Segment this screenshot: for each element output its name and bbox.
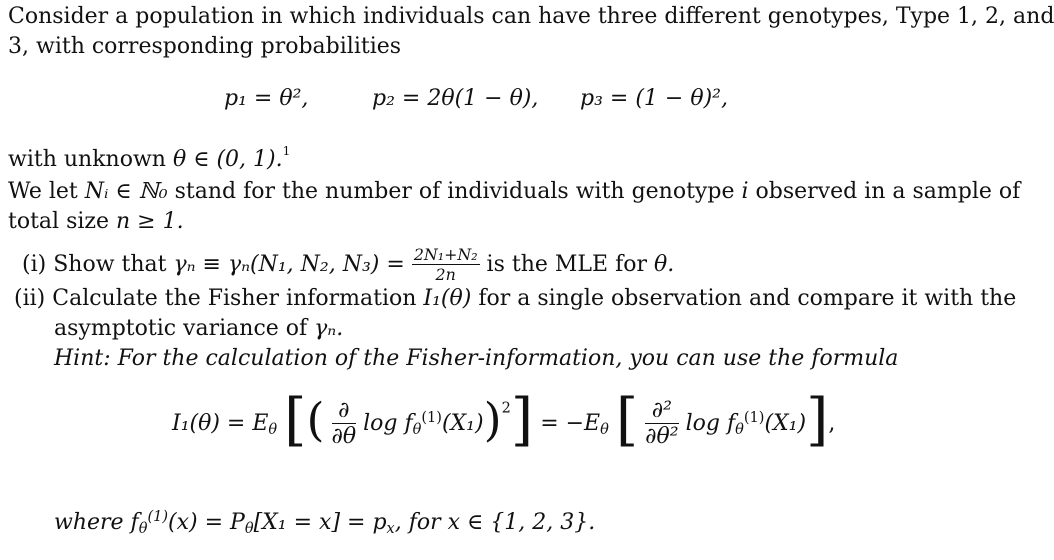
def-math-i: i bbox=[741, 179, 749, 204]
def-math-N: Nᵢ ∈ ℕ₀ bbox=[84, 179, 168, 204]
def-text-b: stand for the number of individuals with genotype bbox=[167, 179, 742, 204]
hint-text: Hint: For the calculation of the Fisher-information, you can use the formula bbox=[54, 346, 899, 371]
fraction-denominator: 2n bbox=[435, 264, 456, 284]
where-rest3: , for x ∈ {1, 2, 3}. bbox=[394, 509, 596, 535]
f-sub-2: θ bbox=[735, 421, 744, 438]
part-ii-text-b: for a single observation and compare it with the bbox=[471, 286, 1017, 311]
part-ii-gamma: γₙ. bbox=[314, 316, 344, 341]
square-exponent: 2 bbox=[501, 400, 511, 417]
unknown-theta-line bbox=[8, 144, 290, 172]
f-arg-2: (X₁) bbox=[764, 410, 807, 436]
where-rest: (x) = P bbox=[168, 509, 245, 535]
formula-p3: p₃ = (1 − θ)², bbox=[580, 86, 728, 111]
second-partial-num: ∂² bbox=[645, 400, 678, 424]
intro-line-2: 3, with corresponding probabilities bbox=[8, 34, 402, 59]
fisher-formula bbox=[172, 387, 836, 453]
footnote-mark: 1 bbox=[282, 144, 291, 158]
fisher-info-symbol: I₁(θ) bbox=[423, 286, 472, 311]
part-i-theta: θ. bbox=[653, 251, 675, 277]
where-p-sub: θ bbox=[244, 521, 254, 538]
where-f-sup: (1) bbox=[147, 509, 169, 525]
unknown-text: with unknown bbox=[8, 146, 173, 172]
theta-domain: θ ∈ (0, 1). bbox=[172, 146, 283, 172]
part-ii-text-a: Calculate the Fisher information bbox=[52, 286, 424, 311]
formula-lhs: I₁(θ) = E bbox=[172, 410, 269, 436]
part-i-fraction bbox=[412, 247, 480, 283]
part-i bbox=[22, 247, 674, 283]
part-ii-line-1 bbox=[14, 286, 1016, 311]
left-bracket-2: [ bbox=[615, 387, 639, 453]
where-px-sub: x bbox=[386, 521, 395, 538]
right-bracket-1: ] bbox=[510, 387, 534, 453]
def-math-n: n ≥ 1. bbox=[116, 209, 184, 234]
log-f-2: log f bbox=[685, 410, 736, 436]
f-sup-2: (1) bbox=[743, 409, 765, 426]
log-f: log f bbox=[363, 410, 413, 436]
part-i-text-b: is the MLE for bbox=[479, 251, 654, 277]
second-partial-fraction bbox=[645, 397, 679, 449]
f-arg: (X₁) bbox=[441, 410, 484, 436]
formula-p1: p₁ = θ², bbox=[224, 86, 309, 111]
f-sup: (1) bbox=[421, 409, 442, 426]
def-text-c: observed in a sample of bbox=[748, 179, 1021, 204]
left-bracket-1: [ bbox=[284, 387, 307, 453]
part-i-text-a: Show that bbox=[53, 251, 174, 277]
part-ii-text-c: asymptotic variance of bbox=[54, 316, 315, 341]
definition-line-2 bbox=[8, 209, 184, 234]
formula-lhs-sub: θ bbox=[268, 421, 278, 438]
where-line bbox=[54, 509, 595, 537]
right-bracket-2: ] bbox=[806, 387, 829, 453]
formula-eq2: = −E bbox=[540, 410, 601, 436]
def-text-a: We let bbox=[8, 179, 85, 204]
f-sub: θ bbox=[412, 421, 422, 438]
where-text: where f bbox=[54, 509, 139, 535]
where-f-sub: θ bbox=[138, 521, 148, 538]
part-i-gamma: γₙ ≡ γₙ(N₁, N₂, N₃) = bbox=[173, 251, 405, 277]
fraction-numerator: 2N₁+N₂ bbox=[413, 245, 478, 264]
second-partial-den: ∂θ² bbox=[645, 423, 679, 449]
intro-line-1: Consider a population in which individuals can have three different genotypes, Type 1, 2, and bbox=[8, 4, 1054, 29]
part-ii-label: (ii) bbox=[14, 286, 46, 311]
part-i-label: (i) bbox=[22, 251, 47, 277]
partial-fraction bbox=[331, 397, 357, 449]
definition-line-1 bbox=[8, 179, 1020, 204]
formula-p2: p₂ = 2θ(1 − θ), bbox=[372, 86, 539, 111]
part-ii-line-2 bbox=[54, 316, 343, 341]
partial-num: ∂ bbox=[332, 400, 357, 424]
left-paren: ( bbox=[306, 392, 325, 447]
partial-den: ∂θ bbox=[331, 423, 357, 449]
formula-eq2-sub: θ bbox=[600, 421, 609, 438]
def-text-d: total size bbox=[8, 209, 117, 234]
formula-end: , bbox=[828, 410, 836, 436]
where-rest2: [X₁ = x] = p bbox=[253, 509, 387, 535]
right-paren: ) bbox=[483, 392, 502, 447]
